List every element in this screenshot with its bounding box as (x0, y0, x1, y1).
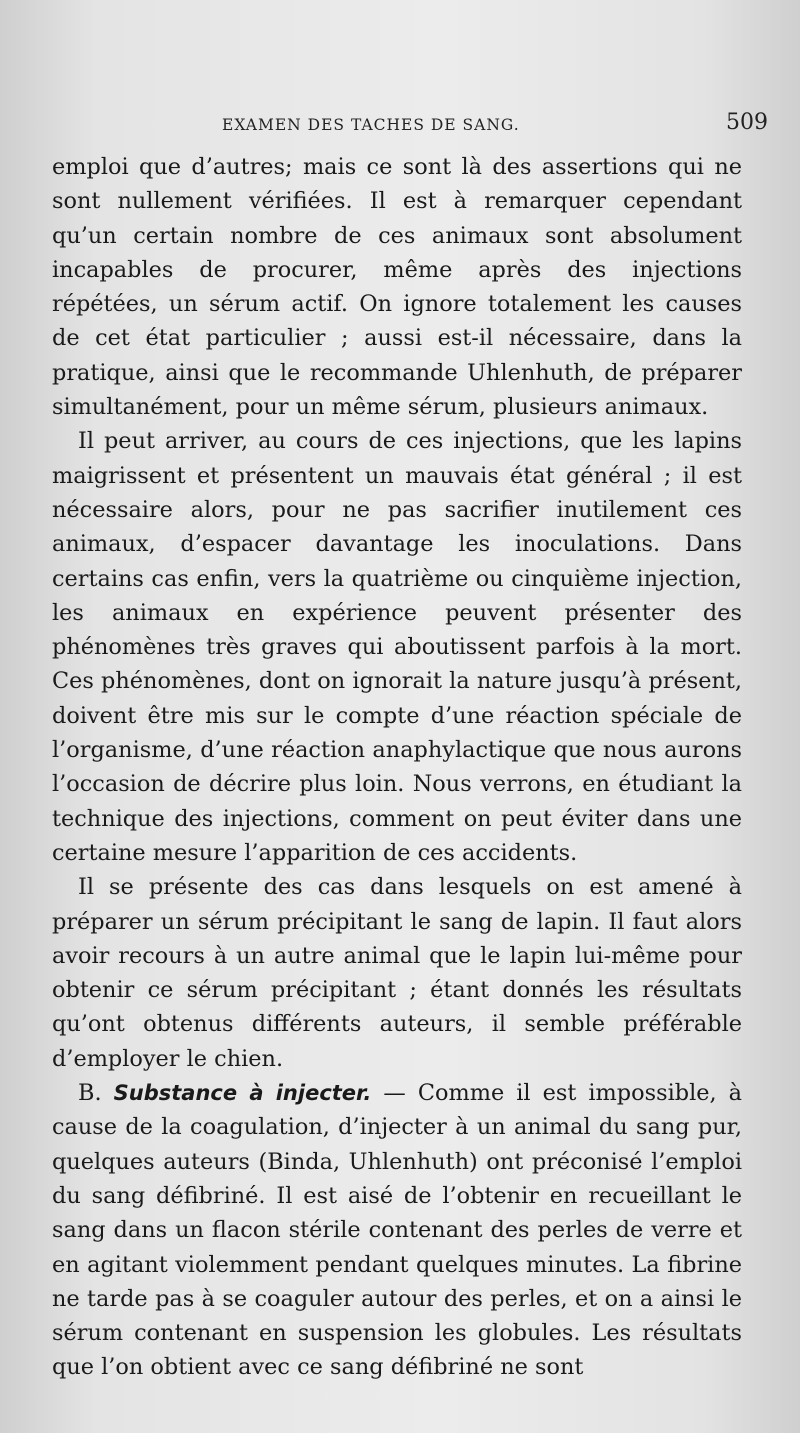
paragraph-4 (52, 1076, 742, 1385)
page-number: 509 (726, 110, 768, 135)
section-title: Substance à injecter. (113, 1081, 372, 1106)
paragraph-3: Il se présente des cas dans lesquels on est amené à préparer un sérum précipitant le sang de lapin. Il faut alors avoir recours à un autre animal que le lapin lui-même pour obtenir ce sérum précipitant ; étant donnés les résultats qu’ont obtenus différents auteurs, il semble préférable d’employer le chien. (52, 874, 742, 1072)
body-text (52, 150, 742, 1385)
section-label: B. (78, 1080, 102, 1107)
paragraph-4-text: — Comme il est impossible, à cause de la coagulation, d’injecter à un animal du sang pur, quelques auteurs (Binda, Uhlenhuth) ont préconisé l’emploi du sang défibriné. Il est aisé de l’obtenir en recueillant le sang dans un flacon stérile contenant des perles de verre et en agitant violemment pendant quelques minutes. La fibrine ne tarde pas à se coaguler autour des perles, et on a ainsi le sérum contenant en suspension les globules. Les résultats que l’on obtient avec ce sang défibriné ne sont (52, 1080, 742, 1381)
running-head: EXAMEN DES TACHES DE SANG. (222, 116, 520, 134)
paragraph-1: emploi que d’autres; mais ce sont là des assertions qui ne sont nullement vérifiées. Il est à remarquer cependant qu’un certain nombre de ces animaux sont absolument incapables de procurer, même après des injections répétées, un sérum actif. On ignore totalement les causes de cet état particulier ; aussi est-il nécessaire, dans la pratique, ainsi que le recommande Uhlenhuth, de préparer simultanément, pour un même sérum, plusieurs animaux. (52, 154, 742, 421)
paragraph-2: Il peut arriver, au cours de ces injections, que les lapins maigrissent et présentent un mauvais état général ; il est nécessaire alors, pour ne pas sacrifier inutilement ces animaux, d’espacer davantage les inoculations. Dans certains cas enfin, vers la quatrième ou cinquième injection, les animaux en expérience peuvent présenter des phénomènes très graves qui aboutissent parfois à la mort. Ces phénomènes, dont on ignorait la nature jusqu’à présent, doivent être mis sur le compte d’une réaction spéciale de l’organisme, d’une réaction anaphylactique que nous aurons l’occasion de décrire plus loin. Nous verrons, en étudiant la technique des injections, comment on peut éviter dans une certaine mesure l’apparition de ces accidents. (52, 428, 742, 866)
page-header (0, 110, 800, 146)
